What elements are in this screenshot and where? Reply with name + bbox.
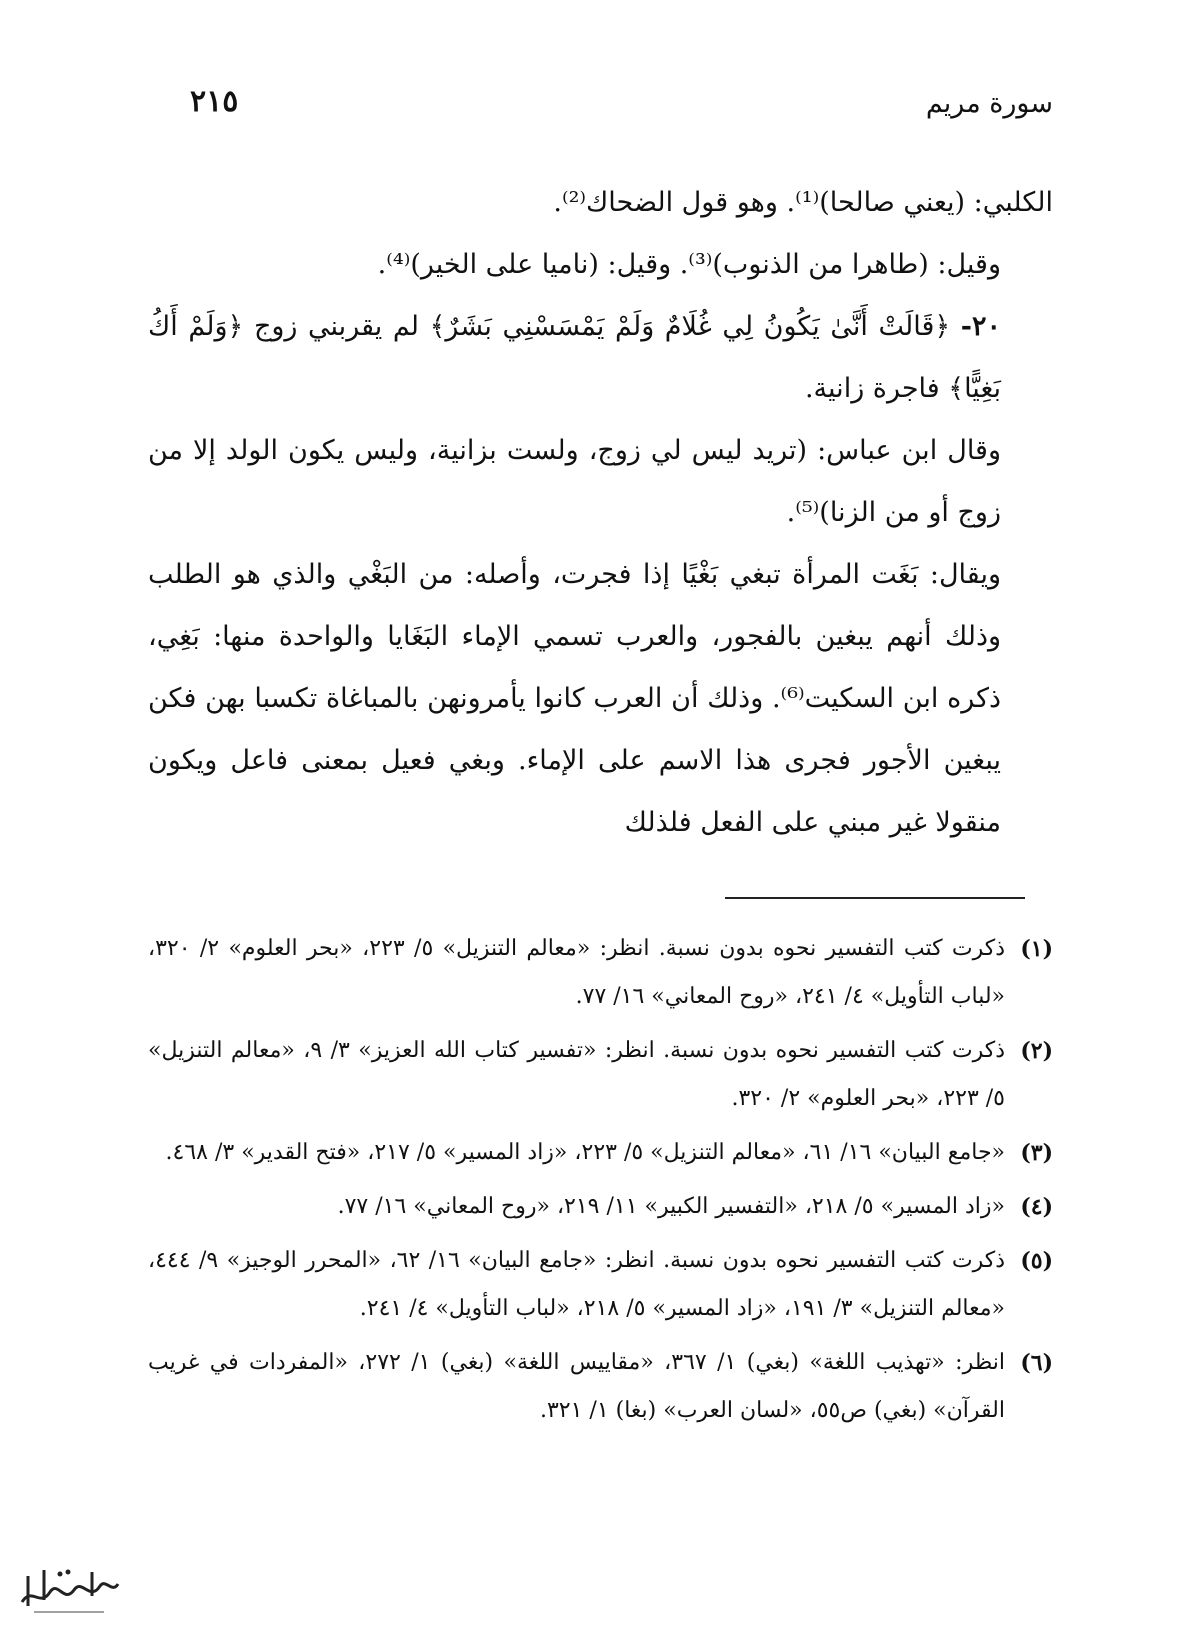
footnote-3 <box>148 1129 1053 1177</box>
footnote-2 <box>148 1027 1053 1123</box>
footnote-5 <box>148 1237 1053 1333</box>
footnote-separator <box>725 897 1025 899</box>
footnotes <box>148 925 1053 1441</box>
footnote-text: «زاد المسير» ٥/ ٢١٨، «التفسير الكبير» ١١/ ٢١٩، «روح المعاني» ١٦/ ٧٧. <box>337 1194 1005 1219</box>
footnote-1 <box>148 925 1053 1021</box>
verse-number: ٢٠- <box>960 311 1001 342</box>
footnote-number: (٢) <box>1020 1038 1053 1064</box>
footnote-4 <box>148 1183 1053 1231</box>
paragraph-4: وقال ابن عباس: (تريد ليس لي زوج، ولست بزانية، وليس يكون الولد إلا من زوج أو من الزنا)⁽⁵⁾. <box>148 435 1001 528</box>
surah-title: سورة مريم <box>925 88 1053 119</box>
almoshahmi-logo-icon <box>14 1556 124 1618</box>
paragraph-verse <box>148 296 1053 420</box>
footnote-6 <box>148 1339 1053 1435</box>
footnote-number: (١) <box>1020 936 1053 962</box>
footnote-text: ذكرت كتب التفسير نحوه بدون نسبة. انظر: «جامع البيان» ١٦/ ٦٢، «المحرر الوجيز» ٩/ ٤٤٤، «معالم التنزيل» ٣/ ١٩١، «زاد المسير» ٥/ ٢١٨، «لباب التأويل» ٤/ ٢٤١. <box>148 1248 1005 1321</box>
footnote-number: (٥) <box>1020 1248 1053 1274</box>
footnote-text: ذكرت كتب التفسير نحوه بدون نسبة. انظر: «تفسير كتاب الله العزيز» ٣/ ٩، «معالم التنزيل» ٥/ ٢٢٣، «بحر العلوم» ٢/ ٣٢٠. <box>148 1038 1006 1111</box>
footnote-number: (٤) <box>1020 1194 1053 1220</box>
paragraph-1: الكلبي: (يعني صالحا)⁽¹⁾. وهو قول الضحاك⁽²⁾. <box>553 187 1053 218</box>
footnote-text: ذكرت كتب التفسير نحوه بدون نسبة. انظر: «معالم التنزيل» ٥/ ٢٢٣، «بحر العلوم» ٢/ ٣٢٠، «لباب التأويل» ٤/ ٢٤١، «روح المعاني» ١٦/ ٧٧. <box>148 936 1006 1009</box>
footnote-text: انظر: «تهذيب اللغة» (بغي) ١/ ٣٦٧، «مقاييس اللغة» (بغي) ١/ ٢٧٢، «المفردات في غريب القرآن» (بغي) ص٥٥، «لسان العرب» (بغا) ١/ ٣٢١. <box>148 1350 1005 1423</box>
footnote-number: (٦) <box>1020 1350 1053 1376</box>
paragraph-5: ويقال: بَغَت المرأة تبغي بَغْيًا إذا فجرت، وأصله: من البَغْي والذي هو الطلب وذلك أنهم يبغين بالفجور، والعرب تسمي الإماء البَغَايا والواحدة منها: بَغِي، ذكره ابن السكيت⁽⁶⁾. وذلك أن العرب كانوا يأمرونهن بالمباغاة تكسبا بهن فكن يبغين الأجور فجرى هذا الاسم على الإماء. وبغي فعيل بمعنى فاعل ويكون منقولا غير مبني على الفعل فلذلك <box>148 559 1002 838</box>
verse-text: ﴿قَالَتْ أَنَّىٰ يَكُونُ لِي غُلَامٌ وَلَمْ يَمْسَسْنِي بَشَرٌ﴾ لم يقربني زوج ﴿وَلَمْ أَكُ بَغِيًّا﴾ فاجرة زانية. <box>148 311 1001 404</box>
page-header <box>120 84 1053 134</box>
footnote-text: «جامع البيان» ١٦/ ٦١، «معالم التنزيل» ٥/ ٢٢٣، «زاد المسير» ٥/ ٢١٧، «فتح القدير» ٣/ ٤٦٨. <box>165 1140 1005 1165</box>
footnote-number: (٣) <box>1020 1140 1053 1166</box>
page-number: ٢١٥ <box>190 84 239 119</box>
main-text <box>148 172 1053 854</box>
paragraph-2: وقيل: (طاهرا من الذنوب)⁽³⁾. وقيل: (ناميا على الخير)⁽⁴⁾. <box>377 249 1001 280</box>
